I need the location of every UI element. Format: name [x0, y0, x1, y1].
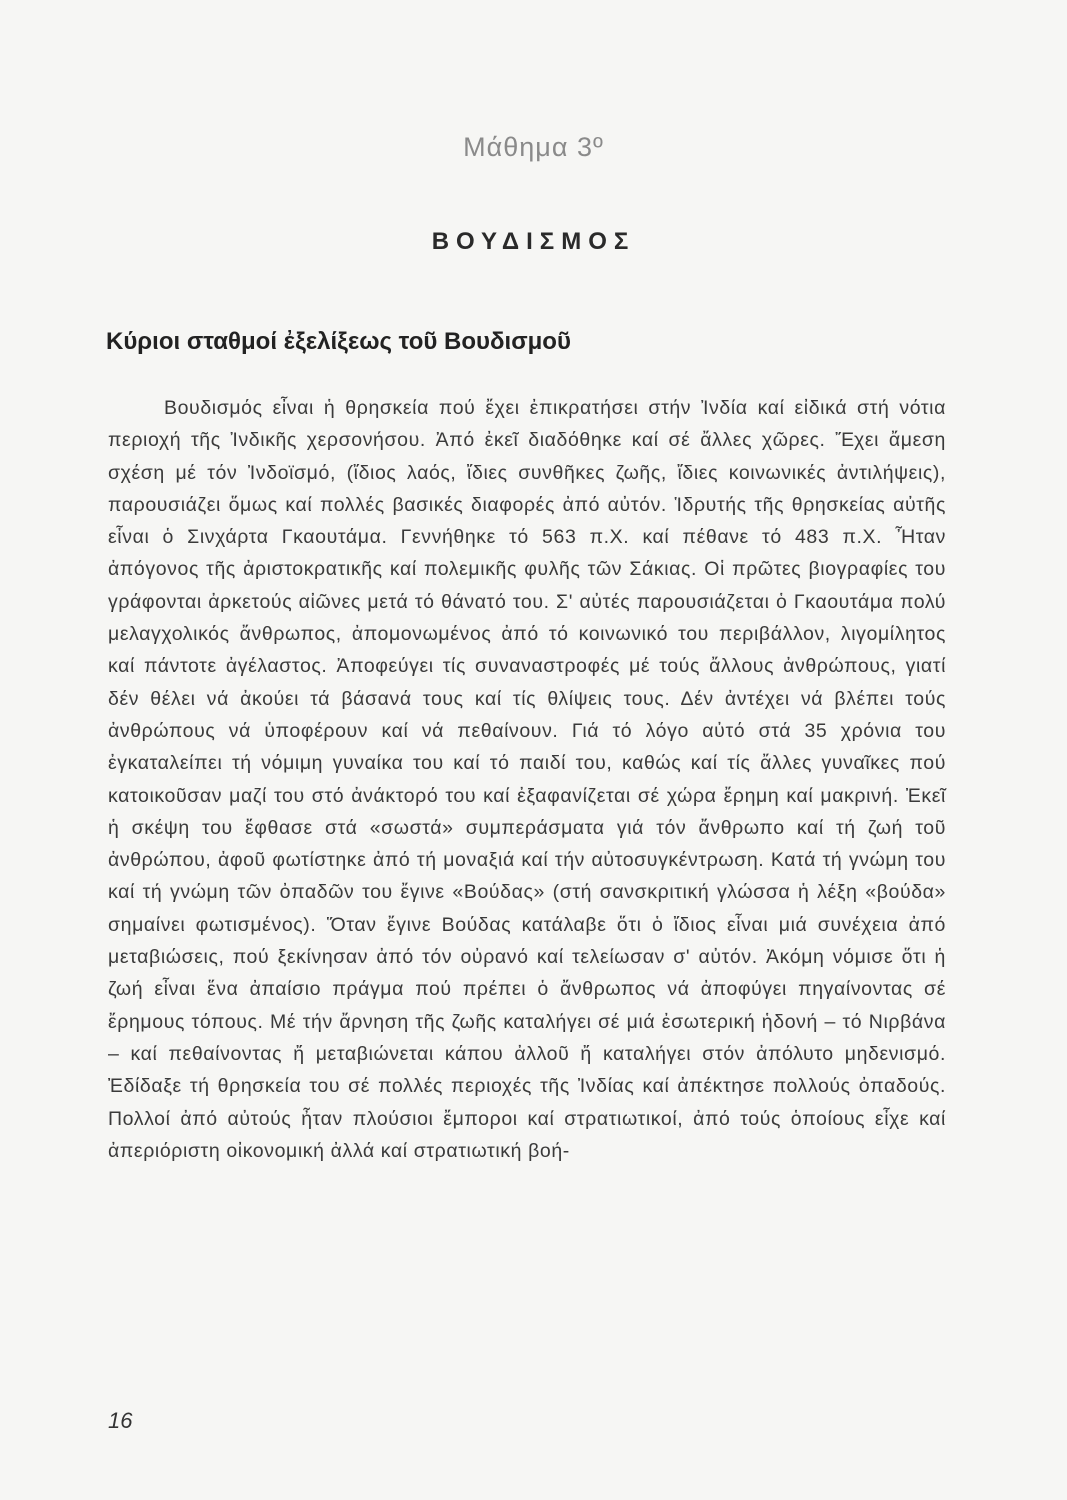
lesson-title: Μάθημα 3º [463, 132, 604, 162]
chapter-title: ΒΟΥΔΙΣΜΟΣ [431, 228, 636, 255]
body-paragraph: Βουδισμός εἶναι ἡ θρησκεία πού ἔχει ἐπικρατήσει στήν Ἰνδία καί εἰδικά στή νότια περιοχή τῆς Ἰνδικῆς χερσονήσου. Ἀπό ἐκεῖ διαδόθηκε καί σέ ἄλλες χῶρες. Ἔχει ἄμεση σχέση μέ τόν Ἰνδοϊσμό, (ἴδιος λαός, ἴδιες συνθῆκες ζωῆς, ἴδιες κοινωνικές ἀντιλήψεις), παρουσιάζει ὅμως καί πολλές βασικές διαφορές ἀπό αὐτόν. Ἱδρυτής τῆς θρησκείας αὐτῆς εἶναι ὁ Σινχάρτα Γκαουτάμα. Γεννήθηκε τό 563 π.Χ. καί πέθανε τό 483 π.Χ. Ἦταν ἀπόγονος τῆς ἀριστοκρατικῆς καί πολεμικῆς φυλῆς τῶν Σάκιας. Οἱ πρῶτες βιογραφίες του γράφονται ἀρκετούς αἰῶνες μετά τό θάνατό του. Σ' αὐτές παρουσιάζεται ὁ Γκαουτάμα πολύ μελαγχολικός ἄνθρωπος, ἀπομονωμένος ἀπό τό κοινωνικό του περιβάλλον, λιγομίλητος καί πάντοτε ἀγέλαστος. Ἀποφεύγει τίς συναναστροφές μέ τούς ἄλλους ἀνθρώπους, γιατί δέν θέλει νά ἀκούει τά βάσανά τους καί τίς θλίψεις τους. Δέν ἀντέχει νά βλέπει τούς ἀνθρώπους νά ὑποφέρουν καί νά πεθαίνουν. Γιά τό λόγο αὐτό στά 35 χρόνια του ἐγκαταλείπει τή νόμιμη γυναίκα του καί τό παιδί του, καθώς καί τίς ἄλλες γυναῖκες πού κατοικοῦσαν μαζί του στό ἀνάκτορό του καί ἐξαφανίζεται σέ χώρα ἔρημη καί μακρινή. Ἐκεῖ ἡ σκέψη του ἔφθασε στά «σωστά» συμπεράσματα γιά τόν ἄνθρωπο καί τή ζωή τοῦ ἀνθρώπου, ἀφοῦ φωτίστηκε ἀπό τή μοναξιά καί τήν αὐτοσυγκέντρωση. Κατά τή γνώμη του καί τή γνώμη τῶν ὀπαδῶν του ἔγινε «Βούδας» (στή σανσκριτική γλώσσα ἡ λέξη «βούδα» σημαίνει φωτισμένος). Ὅταν ἔγινε Βούδας κατάλαβε ὅτι ὁ ἴδιος εἶναι μιά συνέχεια ἀπό μεταβιώσεις, πού ξεκίνησαν ἀπό τόν οὐρανό καί τελείωσαν σ' αὐτόν. Ἀκόμη νόμισε ὅτι ἡ ζωή εἶναι ἕνα ἀπαίσιο πράγμα πού πρέπει ὁ ἄνθρωπος νά ἀποφύγει πηγαίνοντας σέ ἔρημους τόπους. Μέ τήν ἄρνηση τῆς ζωῆς καταλήγει σέ μιά ἐσωτερική ἡδονή – τό Νιρβάνα – καί πεθαίνοντας ἤ μεταβιώνεται κάπου ἀλλοῦ ἤ καταλήγει στόν ἀπόλυτο μηδενισμό. Ἐδίδαξε τή θρησκεία του σέ πολλές περιοχές τῆς Ἰνδίας καί ἀπέκτησε πολλούς ὀπαδούς. Πολλοί ἀπό αὐτούς ἦταν πλούσιοι ἔμποροι καί στρατιωτικοί, ἀπό τούς ὁποίους εἶχε καί ἀπεριόριστη οἰκονομική ἀλλά καί στρατιωτική βοή- [108, 397, 946, 1162]
section-heading: Κύριοι σταθμοί ἐξελίξεως τοῦ Βουδισμοῦ [106, 328, 571, 355]
page-number: 16 [108, 1408, 133, 1433]
